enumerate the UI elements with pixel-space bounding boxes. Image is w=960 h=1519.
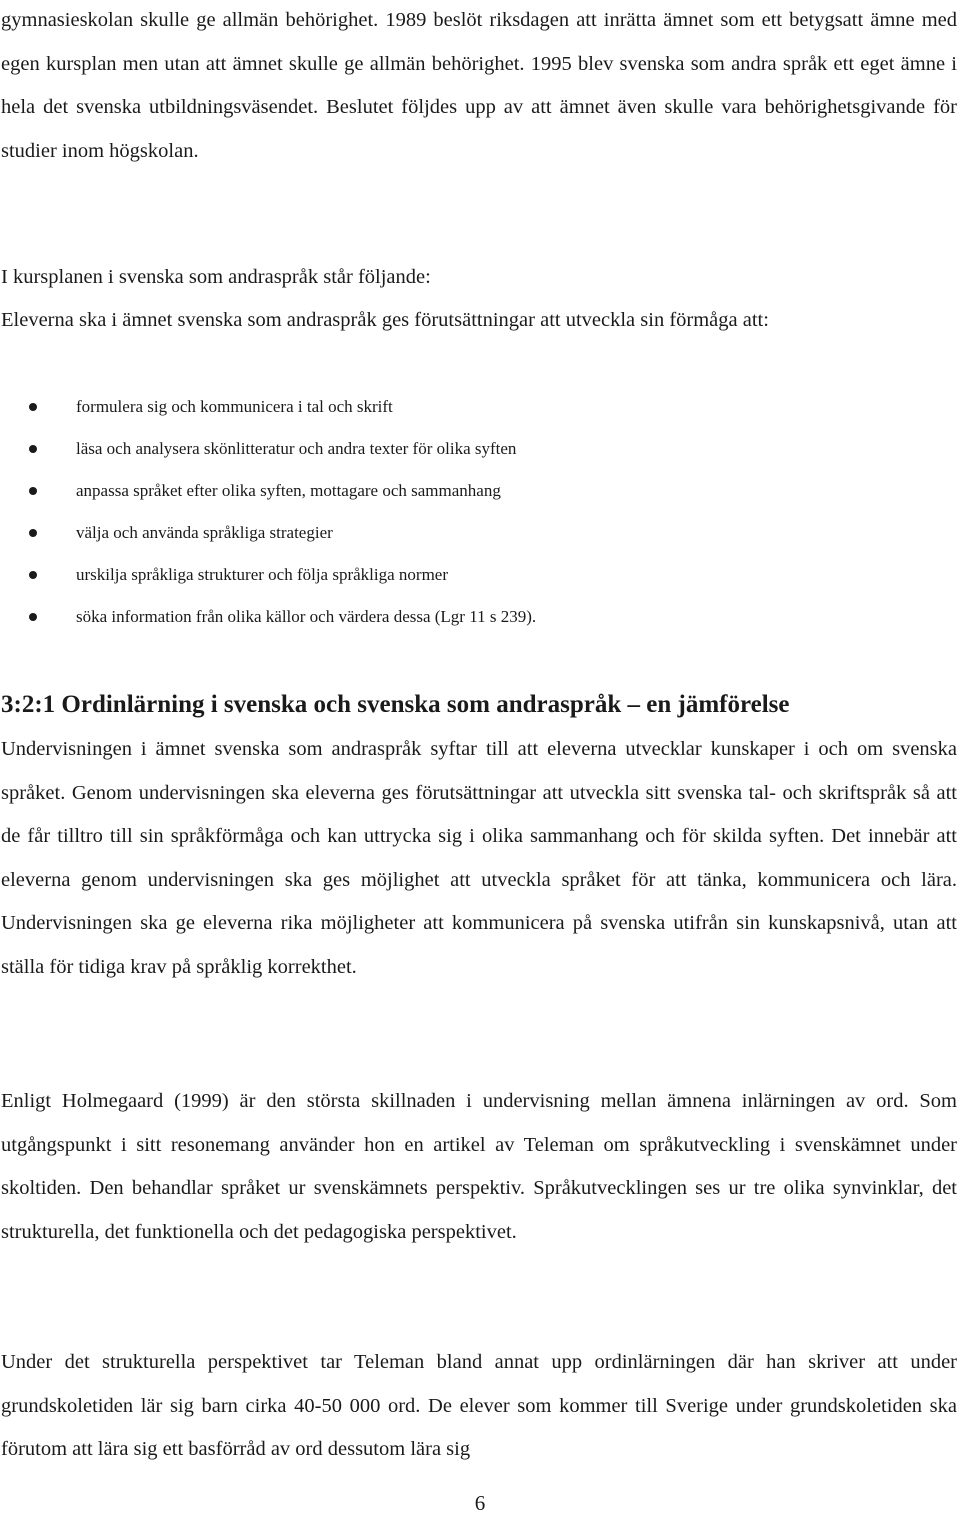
- list-item: [0, 428, 960, 470]
- bullet-icon: [29, 529, 37, 537]
- list-item: [0, 512, 960, 554]
- goal-text: anpassa språket efter olika syften, mottagare och sammanhang: [76, 481, 501, 501]
- paragraph-3: Under det strukturella perspektivet tar Teleman bland annat upp ordinlärningen där han skriver att under grundskoletiden lär sig barn cirka 40-50 000 ord. De elever som kommer till Sverige under grundskoletiden ska förutom att lära sig ett basförråd av ord dessutom lära sig: [1, 1351, 957, 1461]
- bullet-icon: [29, 571, 37, 579]
- bullet-icon: [29, 487, 37, 495]
- page-number: 6: [474, 1491, 486, 1515]
- bullet-icon: [29, 403, 37, 411]
- goal-text: läsa och analysera skönlitteratur och andra texter för olika syften: [76, 439, 517, 459]
- curriculum-lead: Eleverna ska i ämnet svenska som andraspråk ges förutsättningar att utveckla sin förmåga att:: [1, 309, 769, 331]
- goal-list: [0, 386, 960, 639]
- goal-text: formulera sig och kommunicera i tal och skrift: [76, 397, 393, 416]
- goal-text: söka information från olika källor och värdera dessa (Lgr 11 s 239).: [76, 607, 537, 627]
- list-item: [0, 470, 960, 512]
- paragraph-2: Enligt Holmegaard (1999) är den största skillnaden i undervisning mellan ämnena inlärningen av ord. Som utgångspunkt i sitt resonemang använder hon en artikel av Teleman om språkutveckling i svenskämnet under skoltiden. Den behandlar språket ur svenskämnets perspektiv. Språkutvecklingen ses ur tre olika synvinklar, det strukturella, det funktionella och det pedagogiska perspektivet.: [1, 1090, 957, 1243]
- bullet-icon: [29, 613, 37, 621]
- list-item: [0, 554, 960, 596]
- list-item: [0, 596, 960, 638]
- goal-text: urskilja språkliga strukturer och följa språkliga normer: [76, 565, 448, 585]
- section-heading: 3:2:1 Ordinlärning i svenska och svenska som andraspråk – en jämförelse: [1, 691, 790, 718]
- list-item: [0, 386, 960, 428]
- paragraph-1: Undervisningen i ämnet svenska som andraspråk syftar till att eleverna utvecklar kunskaper i och om svenska språket. Genom undervisningen ska eleverna ges förutsättningar att utveckla sitt svenska tal- och skriftspråk så att de får tilltro till sin språkförmåga och kan uttrycka sig i olika sammanhang och för skilda syften. Det innebär att eleverna genom undervisningen ska ges möjlighet att utveckla språket för att tänka, kommunicera och lära. Undervisningen ska ge eleverna rika möjligheter att kommunicera på svenska utifrån sin kunskapsnivå, utan att ställa för tidiga krav på språklig korrekthet.: [1, 738, 957, 978]
- intro-paragraph: gymnasieskolan skulle ge allmän behörighet. 1989 beslöt riksdagen att inrätta ämnet som ett betygsatt ämne med egen kursplan men utan att ämnet skulle ge allmän behörighet. 1995 blev svenska som andra språk ett eget ämne i hela det svenska utbildningsväsendet. Beslutet följdes upp av att ämnet även skulle vara behörighetsgivande för studier inom högskolan.: [1, 9, 957, 162]
- curriculum-intro: I kursplanen i svenska som andraspråk står följande:: [1, 266, 431, 288]
- bullet-icon: [29, 445, 37, 453]
- goal-text: välja och använda språkliga strategier: [76, 523, 333, 543]
